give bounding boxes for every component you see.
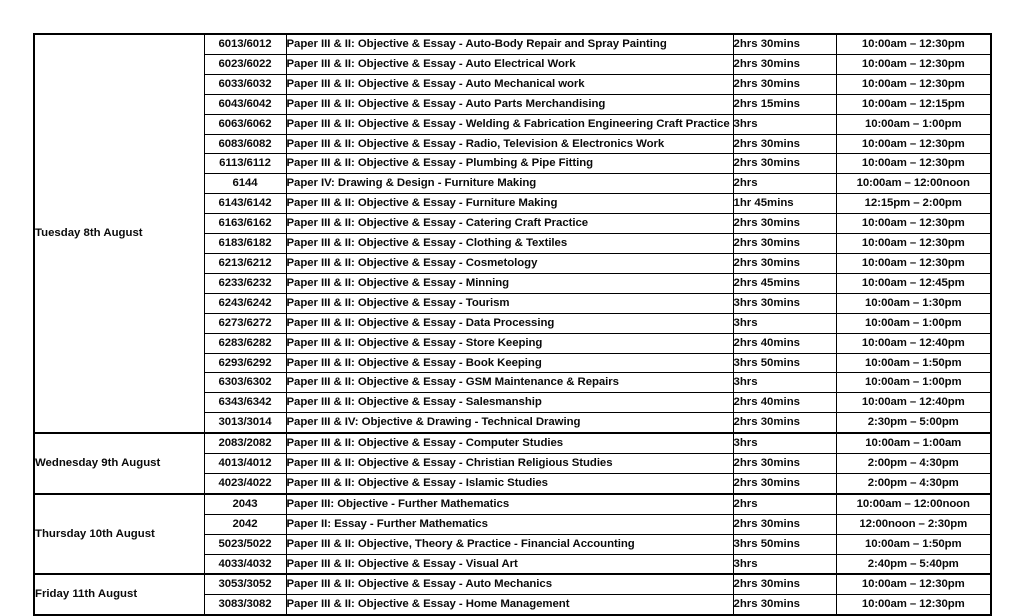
exam-time-range: 10:00am – 12:30pm [836, 34, 991, 54]
subject-code: 3083/3082 [204, 595, 286, 615]
exam-duration: 2hrs 30mins [733, 514, 836, 534]
subject-code: 6144 [204, 174, 286, 194]
exam-time-range: 10:00am – 12:40pm [836, 393, 991, 413]
exam-duration: 2hrs 30mins [733, 154, 836, 174]
paper-description: Paper III & II: Objective & Essay - Christian Religious Studies [286, 454, 733, 474]
paper-description: Paper III & II: Objective & Essay - Clothing & Textiles [286, 234, 733, 254]
exam-time-range: 2:30pm – 5:00pm [836, 413, 991, 433]
paper-description: Paper III & II: Objective & Essay - Auto Electrical Work [286, 54, 733, 74]
exam-duration: 2hrs 30mins [733, 214, 836, 234]
paper-description: Paper IV: Drawing & Design - Furniture Making [286, 174, 733, 194]
subject-code: 5023/5022 [204, 534, 286, 554]
exam-duration: 2hrs 30mins [733, 54, 836, 74]
exam-duration: 3hrs 30mins [733, 293, 836, 313]
paper-description: Paper III & II: Objective & Essay - Store Keeping [286, 333, 733, 353]
exam-duration: 2hrs 40mins [733, 333, 836, 353]
exam-time-range: 10:00am – 1:00pm [836, 313, 991, 333]
exam-time-range: 10:00am – 1:30pm [836, 293, 991, 313]
exam-duration: 2hrs 30mins [733, 253, 836, 273]
exam-day-label: Friday 11th August [34, 574, 204, 615]
exam-day-label: Thursday 10th August [34, 494, 204, 575]
paper-description: Paper III & II: Objective & Essay - Cosmetology [286, 253, 733, 273]
table-row [34, 34, 991, 54]
table-row [34, 433, 991, 453]
paper-description: Paper III & II: Objective & Essay - Auto Mechanical work [286, 74, 733, 94]
subject-code: 2083/2082 [204, 433, 286, 453]
exam-day-label: Tuesday 8th August [34, 34, 204, 433]
subject-code: 6233/6232 [204, 273, 286, 293]
exam-time-range: 12:15pm – 2:00pm [836, 194, 991, 214]
exam-duration: 3hrs [733, 433, 836, 453]
exam-duration: 2hrs 30mins [733, 74, 836, 94]
exam-duration: 2hrs 30mins [733, 454, 836, 474]
exam-time-range: 10:00am – 12:30pm [836, 214, 991, 234]
exam-duration: 2hrs [733, 174, 836, 194]
paper-description: Paper III & II: Objective & Essay - Furniture Making [286, 194, 733, 214]
exam-duration: 2hrs 30mins [733, 134, 836, 154]
subject-code: 6283/6282 [204, 333, 286, 353]
subject-code: 2042 [204, 514, 286, 534]
subject-code: 6343/6342 [204, 393, 286, 413]
exam-timetable [33, 33, 992, 616]
exam-time-range: 10:00am – 1:00pm [836, 114, 991, 134]
subject-code: 6293/6292 [204, 353, 286, 373]
exam-duration: 2hrs 30mins [733, 413, 836, 433]
exam-duration: 3hrs [733, 114, 836, 134]
exam-time-range: 10:00am – 1:00pm [836, 373, 991, 393]
subject-code: 6273/6272 [204, 313, 286, 333]
exam-duration: 2hrs 30mins [733, 473, 836, 493]
timetable-body [34, 34, 991, 615]
exam-time-range: 10:00am – 12:30pm [836, 234, 991, 254]
exam-time-range: 10:00am – 1:00am [836, 433, 991, 453]
subject-code: 6013/6012 [204, 34, 286, 54]
paper-description: Paper III & II: Objective & Essay - Catering Craft Practice [286, 214, 733, 234]
exam-duration: 2hrs 40mins [733, 393, 836, 413]
exam-duration: 3hrs 50mins [733, 353, 836, 373]
exam-duration: 2hrs 45mins [733, 273, 836, 293]
subject-code: 3053/3052 [204, 574, 286, 594]
subject-code: 6063/6062 [204, 114, 286, 134]
paper-description: Paper III & IV: Objective & Drawing - Technical Drawing [286, 413, 733, 433]
exam-time-range: 10:00am – 12:30pm [836, 574, 991, 594]
subject-code: 4033/4032 [204, 554, 286, 574]
exam-time-range: 12:00noon – 2:30pm [836, 514, 991, 534]
exam-time-range: 10:00am – 12:45pm [836, 273, 991, 293]
exam-time-range: 2:40pm – 5:40pm [836, 554, 991, 574]
exam-duration: 1hr 45mins [733, 194, 836, 214]
paper-description: Paper III & II: Objective & Essay - Islamic Studies [286, 473, 733, 493]
paper-description: Paper III & II: Objective & Essay - Tourism [286, 293, 733, 313]
subject-code: 6163/6162 [204, 214, 286, 234]
exam-time-range: 10:00am – 12:00noon [836, 494, 991, 514]
subject-code: 6213/6212 [204, 253, 286, 273]
paper-description: Paper III & II: Objective & Essay - Auto Parts Merchandising [286, 94, 733, 114]
exam-time-range: 10:00am – 12:30pm [836, 154, 991, 174]
exam-time-range: 2:00pm – 4:30pm [836, 454, 991, 474]
subject-code: 6143/6142 [204, 194, 286, 214]
exam-duration: 2hrs 30mins [733, 34, 836, 54]
exam-duration: 2hrs 30mins [733, 234, 836, 254]
paper-description: Paper II: Essay - Further Mathematics [286, 514, 733, 534]
exam-duration: 2hrs 30mins [733, 574, 836, 594]
exam-duration: 3hrs 50mins [733, 534, 836, 554]
timetable-container [33, 33, 990, 611]
subject-code: 3013/3014 [204, 413, 286, 433]
exam-duration: 2hrs 30mins [733, 595, 836, 615]
paper-description: Paper III & II: Objective & Essay - GSM Maintenance & Repairs [286, 373, 733, 393]
exam-duration: 3hrs [733, 313, 836, 333]
exam-time-range: 10:00am – 12:00noon [836, 174, 991, 194]
exam-duration: 3hrs [733, 373, 836, 393]
exam-day-label: Wednesday 9th August [34, 433, 204, 494]
subject-code: 4023/4022 [204, 473, 286, 493]
exam-time-range: 10:00am – 12:30pm [836, 253, 991, 273]
paper-description: Paper III & II: Objective & Essay - Visual Art [286, 554, 733, 574]
exam-time-range: 2:00pm – 4:30pm [836, 473, 991, 493]
exam-time-range: 10:00am – 1:50pm [836, 353, 991, 373]
subject-code: 6023/6022 [204, 54, 286, 74]
table-row [34, 574, 991, 594]
paper-description: Paper III & II: Objective & Essay - Salesmanship [286, 393, 733, 413]
subject-code: 4013/4012 [204, 454, 286, 474]
paper-description: Paper III & II: Objective & Essay - Home Management [286, 595, 733, 615]
paper-description: Paper III & II: Objective & Essay - Computer Studies [286, 433, 733, 453]
exam-time-range: 10:00am – 12:30pm [836, 74, 991, 94]
paper-description: Paper III & II: Objective & Essay - Auto-Body Repair and Spray Painting [286, 34, 733, 54]
exam-time-range: 10:00am – 12:30pm [836, 134, 991, 154]
exam-duration: 2hrs 15mins [733, 94, 836, 114]
paper-description: Paper III & II: Objective & Essay - Data Processing [286, 313, 733, 333]
subject-code: 6303/6302 [204, 373, 286, 393]
paper-description: Paper III & II: Objective & Essay - Plumbing & Pipe Fitting [286, 154, 733, 174]
exam-time-range: 10:00am – 12:40pm [836, 333, 991, 353]
subject-code: 6243/6242 [204, 293, 286, 313]
paper-description: Paper III & II: Objective & Essay - Radio, Television & Electronics Work [286, 134, 733, 154]
exam-time-range: 10:00am – 12:30pm [836, 54, 991, 74]
table-row [34, 494, 991, 514]
paper-description: Paper III & II: Objective & Essay - Minning [286, 273, 733, 293]
subject-code: 6113/6112 [204, 154, 286, 174]
paper-description: Paper III: Objective - Further Mathematics [286, 494, 733, 514]
paper-description: Paper III & II: Objective & Essay - Welding & Fabrication Engineering Craft Practice [286, 114, 733, 134]
paper-description: Paper III & II: Objective & Essay - Auto Mechanics [286, 574, 733, 594]
exam-duration: 2hrs [733, 494, 836, 514]
subject-code: 2043 [204, 494, 286, 514]
paper-description: Paper III & II: Objective, Theory & Practice - Financial Accounting [286, 534, 733, 554]
subject-code: 6183/6182 [204, 234, 286, 254]
exam-time-range: 10:00am – 12:15pm [836, 94, 991, 114]
subject-code: 6033/6032 [204, 74, 286, 94]
paper-description: Paper III & II: Objective & Essay - Book Keeping [286, 353, 733, 373]
subject-code: 6043/6042 [204, 94, 286, 114]
subject-code: 6083/6082 [204, 134, 286, 154]
exam-time-range: 10:00am – 1:50pm [836, 534, 991, 554]
exam-time-range: 10:00am – 12:30pm [836, 595, 991, 615]
exam-duration: 3hrs [733, 554, 836, 574]
